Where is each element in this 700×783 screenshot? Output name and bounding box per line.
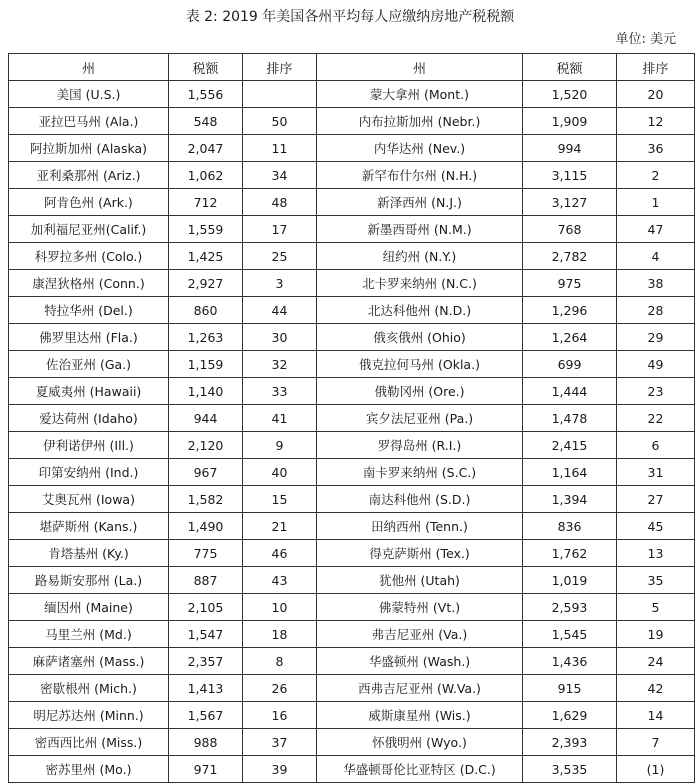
cell-state-left: 艾奥瓦州 (Iowa) xyxy=(9,486,169,513)
table-row xyxy=(9,405,695,432)
cell-tax-right: 2,593 xyxy=(523,594,617,621)
table-row xyxy=(9,540,695,567)
cell-state-right: 俄勒冈州 (Ore.) xyxy=(317,378,523,405)
table-title: 表 2: 2019 年美国各州平均每人应缴纳房地产税税额 xyxy=(185,9,515,25)
cell-state-right: 西弗吉尼亚州 (W.Va.) xyxy=(317,675,523,702)
cell-rank-right: (1) xyxy=(617,756,695,783)
cell-state-left: 特拉华州 (Del.) xyxy=(9,297,169,324)
cell-rank-right: 14 xyxy=(617,702,695,729)
cell-rank-left: 39 xyxy=(243,756,317,783)
cell-state-left: 美国 (U.S.) xyxy=(9,81,169,108)
cell-state-right: 华盛顿哥伦比亚特区 (D.C.) xyxy=(317,756,523,783)
header-state-left: 州 xyxy=(9,54,169,81)
cell-state-left: 亚拉巴马州 (Ala.) xyxy=(9,108,169,135)
cell-tax-right: 3,115 xyxy=(523,162,617,189)
cell-state-left: 亚利桑那州 (Ariz.) xyxy=(9,162,169,189)
cell-tax-right: 2,415 xyxy=(523,432,617,459)
cell-state-left: 伊利诺伊州 (Ill.) xyxy=(9,432,169,459)
cell-state-right: 犹他州 (Utah) xyxy=(317,567,523,594)
table-row xyxy=(9,756,695,783)
cell-tax-left: 2,120 xyxy=(169,432,243,459)
cell-tax-right: 1,520 xyxy=(523,81,617,108)
cell-state-right: 南达科他州 (S.D.) xyxy=(317,486,523,513)
cell-tax-right: 768 xyxy=(523,216,617,243)
cell-tax-left: 1,159 xyxy=(169,351,243,378)
cell-rank-left: 26 xyxy=(243,675,317,702)
unit-label: 单位: 美元 xyxy=(615,32,676,47)
cell-tax-left: 1,556 xyxy=(169,81,243,108)
table-row xyxy=(9,135,695,162)
cell-rank-left: 11 xyxy=(243,135,317,162)
cell-rank-right: 42 xyxy=(617,675,695,702)
cell-rank-right: 47 xyxy=(617,216,695,243)
cell-state-right: 北卡罗来纳州 (N.C.) xyxy=(317,270,523,297)
cell-tax-left: 1,547 xyxy=(169,621,243,648)
table-row xyxy=(9,648,695,675)
cell-rank-left: 34 xyxy=(243,162,317,189)
cell-tax-left: 1,263 xyxy=(169,324,243,351)
cell-rank-right: 31 xyxy=(617,459,695,486)
cell-tax-left: 712 xyxy=(169,189,243,216)
cell-state-right: 北达科他州 (N.D.) xyxy=(317,297,523,324)
cell-state-left: 阿肯色州 (Ark.) xyxy=(9,189,169,216)
cell-state-right: 得克萨斯州 (Tex.) xyxy=(317,540,523,567)
cell-tax-right: 3,127 xyxy=(523,189,617,216)
cell-tax-right: 1,545 xyxy=(523,621,617,648)
cell-state-right: 南卡罗来纳州 (S.C.) xyxy=(317,459,523,486)
header-row xyxy=(9,54,695,81)
cell-state-left: 阿拉斯加州 (Alaska) xyxy=(9,135,169,162)
cell-tax-left: 1,567 xyxy=(169,702,243,729)
cell-state-left: 缅因州 (Maine) xyxy=(9,594,169,621)
cell-rank-right: 24 xyxy=(617,648,695,675)
header-state-right: 州 xyxy=(317,54,523,81)
cell-state-left: 路易斯安那州 (La.) xyxy=(9,567,169,594)
cell-rank-right: 7 xyxy=(617,729,695,756)
cell-tax-right: 836 xyxy=(523,513,617,540)
cell-rank-right: 45 xyxy=(617,513,695,540)
cell-tax-right: 1,629 xyxy=(523,702,617,729)
cell-rank-right: 28 xyxy=(617,297,695,324)
cell-state-right: 内华达州 (Nev.) xyxy=(317,135,523,162)
cell-state-right: 纽约州 (N.Y.) xyxy=(317,243,523,270)
cell-tax-right: 2,782 xyxy=(523,243,617,270)
cell-state-right: 宾夕法尼亚州 (Pa.) xyxy=(317,405,523,432)
cell-state-left: 密歇根州 (Mich.) xyxy=(9,675,169,702)
cell-rank-right: 19 xyxy=(617,621,695,648)
cell-state-right: 俄亥俄州 (Ohio) xyxy=(317,324,523,351)
cell-state-left: 印第安纳州 (Ind.) xyxy=(9,459,169,486)
cell-state-right: 佛蒙特州 (Vt.) xyxy=(317,594,523,621)
cell-rank-right: 4 xyxy=(617,243,695,270)
cell-rank-left: 48 xyxy=(243,189,317,216)
table-row xyxy=(9,702,695,729)
table-body xyxy=(9,81,695,783)
table-row xyxy=(9,162,695,189)
cell-state-left: 佛罗里达州 (Fla.) xyxy=(9,324,169,351)
cell-rank-right: 13 xyxy=(617,540,695,567)
cell-tax-left: 1,582 xyxy=(169,486,243,513)
cell-state-right: 俄克拉何马州 (Okla.) xyxy=(317,351,523,378)
table-row xyxy=(9,621,695,648)
table-row xyxy=(9,675,695,702)
cell-rank-right: 36 xyxy=(617,135,695,162)
cell-tax-right: 1,264 xyxy=(523,324,617,351)
cell-rank-left: 3 xyxy=(243,270,317,297)
cell-tax-left: 548 xyxy=(169,108,243,135)
cell-tax-right: 699 xyxy=(523,351,617,378)
table-row xyxy=(9,486,695,513)
cell-tax-left: 1,140 xyxy=(169,378,243,405)
cell-rank-left: 18 xyxy=(243,621,317,648)
cell-rank-left: 15 xyxy=(243,486,317,513)
table-row xyxy=(9,81,695,108)
cell-state-right: 威斯康星州 (Wis.) xyxy=(317,702,523,729)
cell-state-left: 科罗拉多州 (Colo.) xyxy=(9,243,169,270)
cell-tax-left: 1,425 xyxy=(169,243,243,270)
cell-rank-right: 22 xyxy=(617,405,695,432)
cell-state-right: 弗吉尼亚州 (Va.) xyxy=(317,621,523,648)
cell-state-left: 堪萨斯州 (Kans.) xyxy=(9,513,169,540)
cell-state-left: 明尼苏达州 (Minn.) xyxy=(9,702,169,729)
cell-state-right: 新罕布什尔州 (N.H.) xyxy=(317,162,523,189)
cell-rank-left: 37 xyxy=(243,729,317,756)
cell-tax-right: 975 xyxy=(523,270,617,297)
cell-state-left: 密苏里州 (Mo.) xyxy=(9,756,169,783)
cell-rank-left: 17 xyxy=(243,216,317,243)
cell-rank-left: 9 xyxy=(243,432,317,459)
table-row xyxy=(9,513,695,540)
cell-rank-right: 35 xyxy=(617,567,695,594)
cell-rank-right: 5 xyxy=(617,594,695,621)
cell-rank-right: 12 xyxy=(617,108,695,135)
cell-tax-right: 1,762 xyxy=(523,540,617,567)
table-row xyxy=(9,432,695,459)
cell-state-right: 罗得岛州 (R.I.) xyxy=(317,432,523,459)
table-row xyxy=(9,567,695,594)
cell-state-left: 夏威夷州 (Hawaii) xyxy=(9,378,169,405)
cell-rank-right: 6 xyxy=(617,432,695,459)
cell-tax-left: 2,047 xyxy=(169,135,243,162)
cell-tax-right: 1,436 xyxy=(523,648,617,675)
table-row xyxy=(9,189,695,216)
cell-rank-right: 38 xyxy=(617,270,695,297)
cell-state-right: 内布拉斯加州 (Nebr.) xyxy=(317,108,523,135)
cell-rank-left: 43 xyxy=(243,567,317,594)
cell-rank-right: 29 xyxy=(617,324,695,351)
cell-rank-left xyxy=(243,81,317,108)
cell-rank-right: 27 xyxy=(617,486,695,513)
cell-state-right: 怀俄明州 (Wyo.) xyxy=(317,729,523,756)
cell-state-left: 佐治亚州 (Ga.) xyxy=(9,351,169,378)
table-row xyxy=(9,297,695,324)
cell-tax-right: 1,164 xyxy=(523,459,617,486)
table-row xyxy=(9,324,695,351)
table-row xyxy=(9,243,695,270)
table-row xyxy=(9,459,695,486)
cell-state-right: 华盛顿州 (Wash.) xyxy=(317,648,523,675)
cell-tax-left: 1,413 xyxy=(169,675,243,702)
cell-rank-left: 46 xyxy=(243,540,317,567)
cell-rank-left: 8 xyxy=(243,648,317,675)
table-row xyxy=(9,378,695,405)
cell-tax-right: 1,909 xyxy=(523,108,617,135)
cell-state-left: 马里兰州 (Md.) xyxy=(9,621,169,648)
table-row xyxy=(9,351,695,378)
cell-rank-right: 20 xyxy=(617,81,695,108)
header-tax-right: 税额 xyxy=(523,54,617,81)
cell-rank-left: 32 xyxy=(243,351,317,378)
header-tax-left: 税额 xyxy=(169,54,243,81)
cell-tax-left: 944 xyxy=(169,405,243,432)
cell-rank-left: 10 xyxy=(243,594,317,621)
cell-rank-left: 40 xyxy=(243,459,317,486)
cell-tax-right: 1,478 xyxy=(523,405,617,432)
cell-tax-left: 1,062 xyxy=(169,162,243,189)
header-rank-left: 排序 xyxy=(243,54,317,81)
cell-tax-left: 2,357 xyxy=(169,648,243,675)
cell-state-left: 加利福尼亚州(Calif.) xyxy=(9,216,169,243)
cell-rank-left: 50 xyxy=(243,108,317,135)
cell-tax-right: 2,393 xyxy=(523,729,617,756)
cell-rank-right: 2 xyxy=(617,162,695,189)
cell-tax-left: 967 xyxy=(169,459,243,486)
header-rank-right: 排序 xyxy=(617,54,695,81)
cell-rank-left: 25 xyxy=(243,243,317,270)
cell-state-left: 麻萨诸塞州 (Mass.) xyxy=(9,648,169,675)
table-row xyxy=(9,270,695,297)
cell-rank-left: 44 xyxy=(243,297,317,324)
cell-tax-right: 1,444 xyxy=(523,378,617,405)
cell-tax-right: 994 xyxy=(523,135,617,162)
cell-rank-right: 23 xyxy=(617,378,695,405)
cell-tax-right: 1,019 xyxy=(523,567,617,594)
table-row xyxy=(9,216,695,243)
cell-state-right: 蒙大拿州 (Mont.) xyxy=(317,81,523,108)
cell-state-left: 爱达荷州 (Idaho) xyxy=(9,405,169,432)
cell-tax-left: 2,927 xyxy=(169,270,243,297)
cell-state-right: 田纳西州 (Tenn.) xyxy=(317,513,523,540)
cell-state-left: 肯塔基州 (Ky.) xyxy=(9,540,169,567)
cell-tax-right: 915 xyxy=(523,675,617,702)
cell-rank-left: 16 xyxy=(243,702,317,729)
cell-rank-left: 30 xyxy=(243,324,317,351)
cell-rank-left: 33 xyxy=(243,378,317,405)
cell-tax-right: 1,394 xyxy=(523,486,617,513)
cell-state-left: 密西西比州 (Miss.) xyxy=(9,729,169,756)
cell-state-right: 新墨西哥州 (N.M.) xyxy=(317,216,523,243)
cell-tax-left: 860 xyxy=(169,297,243,324)
cell-tax-left: 1,559 xyxy=(169,216,243,243)
cell-tax-right: 1,296 xyxy=(523,297,617,324)
cell-rank-left: 21 xyxy=(243,513,317,540)
cell-tax-left: 887 xyxy=(169,567,243,594)
cell-rank-left: 41 xyxy=(243,405,317,432)
table-row xyxy=(9,729,695,756)
cell-tax-left: 1,490 xyxy=(169,513,243,540)
cell-tax-left: 775 xyxy=(169,540,243,567)
table-row xyxy=(9,108,695,135)
cell-tax-left: 2,105 xyxy=(169,594,243,621)
cell-state-left: 康涅狄格州 (Conn.) xyxy=(9,270,169,297)
cell-rank-right: 49 xyxy=(617,351,695,378)
cell-rank-right: 1 xyxy=(617,189,695,216)
cell-tax-left: 971 xyxy=(169,756,243,783)
table-row xyxy=(9,594,695,621)
cell-tax-right: 3,535 xyxy=(523,756,617,783)
cell-tax-left: 988 xyxy=(169,729,243,756)
cell-state-right: 新泽西州 (N.J.) xyxy=(317,189,523,216)
tax-table xyxy=(8,53,695,783)
